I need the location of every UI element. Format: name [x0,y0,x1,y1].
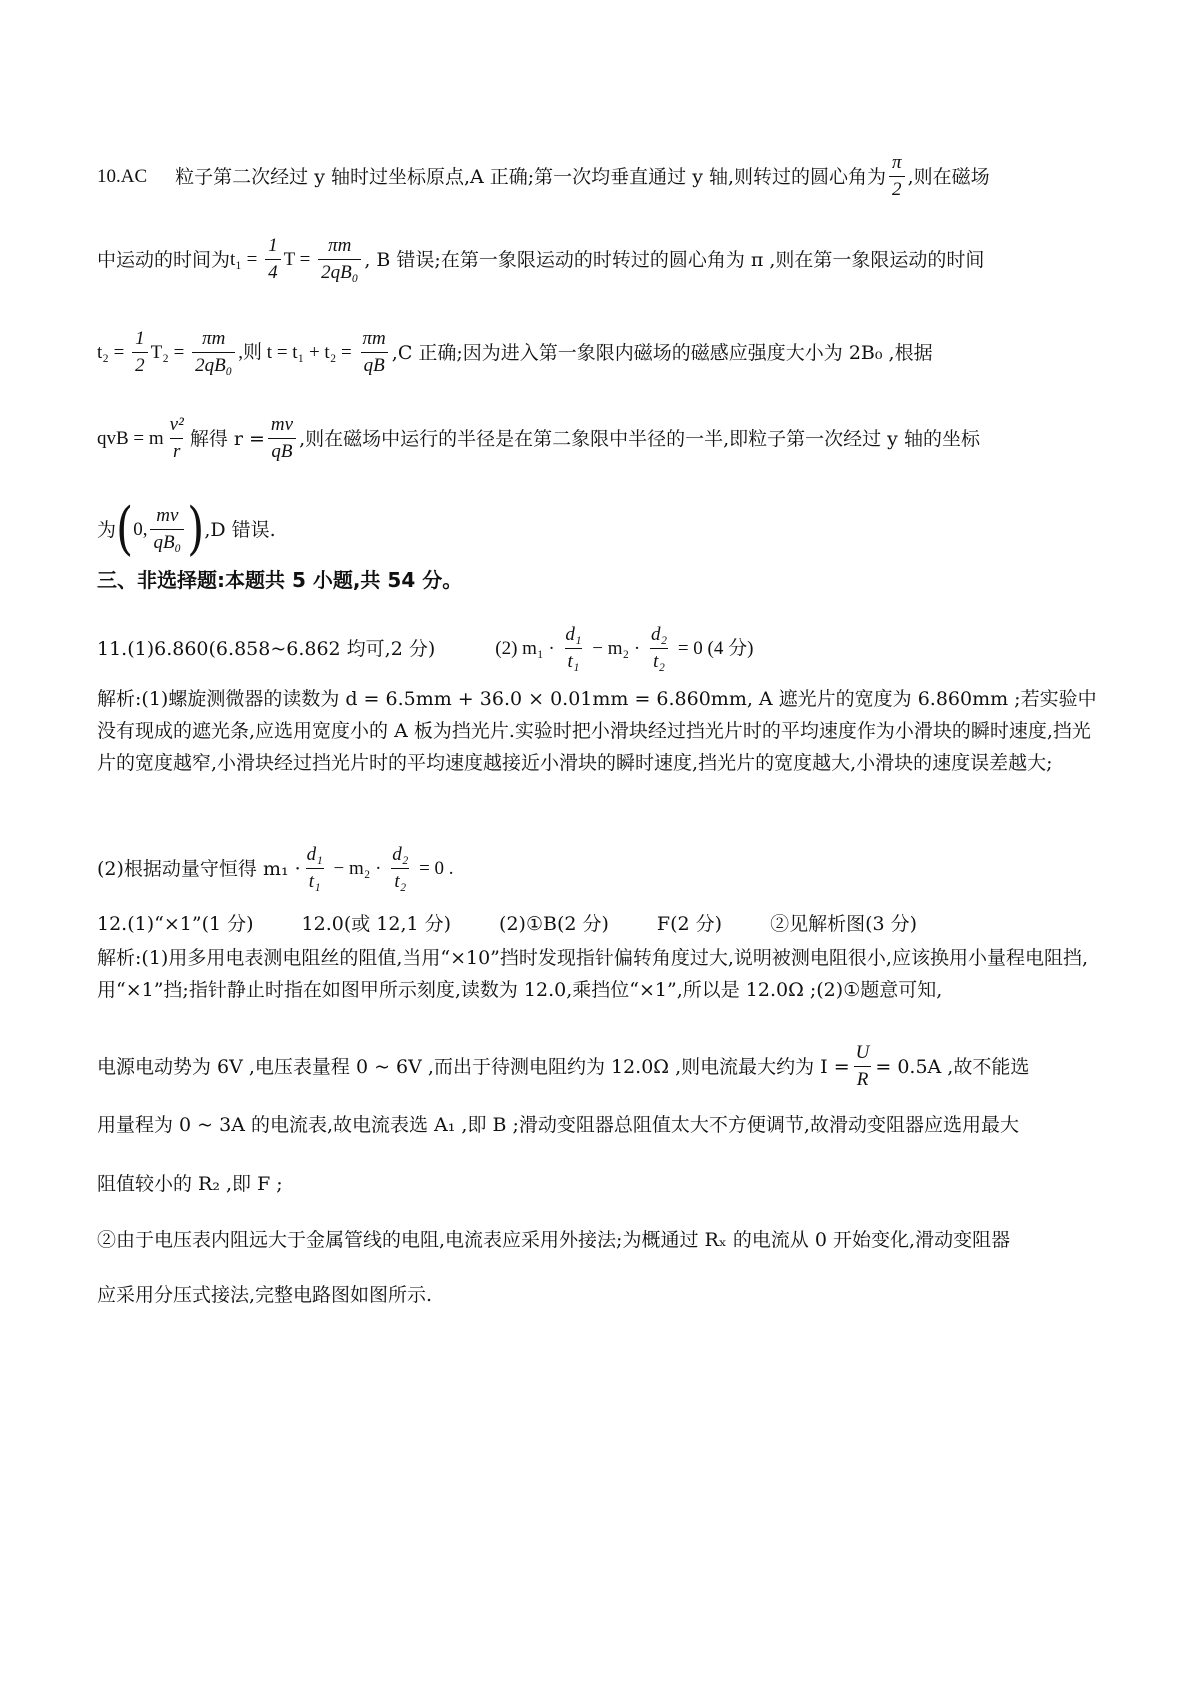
q10-text-4-mid: 解得 r = [189,427,265,450]
q10-text-3-tail: ,C 正确;因为进入第一象限内磁场的磁感应强度大小为 2B₀ ,根据 [391,341,933,364]
q12-answer-4: F(2 分) [656,913,723,935]
fraction [150,503,184,556]
q10-text-1-tail: ,则在磁场 [907,165,990,188]
q12-line-7-text: 应采用分压式接法,完整电路图如图所示. [97,1284,433,1306]
denominator: 2 [889,176,905,203]
equation: = 0 (4 分) [673,637,754,659]
fraction [562,622,584,675]
q12-line-4 [97,1113,1103,1137]
q12-analysis [97,942,1103,1006]
equation: ,则 t = t₁ + t₂ = [238,341,357,363]
q12-answer-5: ②见解析图(3 分) [770,913,918,935]
numerator: πm [362,328,386,349]
q10-line-5 [97,495,1103,562]
section-heading [97,568,1103,592]
equation: 0, [133,518,148,540]
denominator: qB₀ [150,529,184,556]
equation: − m₂ · [587,637,645,659]
section-heading-text: 三、非选择题:本题共 5 小题,共 54 分。 [97,568,463,592]
fraction [360,326,389,379]
fraction [265,233,281,286]
fraction [853,1040,873,1093]
denominator: R [854,1066,872,1093]
denominator: t₂ [391,868,409,895]
denominator: 4 [265,259,281,286]
numerator: d₁ [306,844,323,865]
q11-answer-1: 11.(1)6.860(6.858~6.862 均可,2 分) [97,637,436,660]
q10-text-2: 中运动的时间为 [97,248,231,271]
numerator: U [855,1042,870,1063]
q10-line-4 [97,412,1103,465]
denominator: qB [361,352,388,379]
denominator: 2 [132,352,148,379]
q12-answer-1: 12.(1)“×1”(1 分) [97,913,254,935]
q12-line-3-pre: 电源电动势为 6V ,电压表量程 0 ~ 6V ,而出于待测电阻约为 12.0Ω ,则电流最大约为 I = [97,1055,850,1078]
numerator: mv [156,505,179,526]
numerator: 1 [135,328,145,349]
equation: (2) m₁ · [495,637,560,659]
denominator: t₂ [650,648,668,675]
fraction [132,326,148,379]
numerator: v² [169,414,184,435]
numerator: 1 [268,235,278,256]
numerator: d₁ [565,624,582,645]
q11-answer-line [97,622,1103,675]
q12-line-3 [97,1040,1103,1093]
q10-number: 10.AC [97,165,148,187]
q12-line-5-text: 阻值较小的 R₂ ,即 F ; [97,1173,283,1195]
equation: t₁ = [230,248,263,270]
fraction [192,326,235,379]
equation: = 0 . [414,857,454,879]
numerator: mv [270,414,294,435]
fraction [648,622,670,675]
numerator: d₂ [392,844,409,865]
denominator: t₁ [306,868,324,895]
q10-text-5-tail: ,D 错误. [204,518,276,541]
fraction [167,412,187,465]
equation: − m₂ · [328,857,387,879]
q10-line-3 [97,326,1103,379]
numerator: d₂ [650,624,668,645]
denominator: qB [268,438,295,465]
denominator: 2qB₀ [192,352,235,379]
q12-line-6 [97,1228,1103,1252]
fraction [304,842,326,895]
equation: T = [283,248,316,270]
left-paren: ( [116,495,134,562]
numerator: π [892,152,902,173]
q12-answer-2: 12.0(或 12,1 分) [301,913,452,935]
q10-line-1 [97,150,1103,203]
equation: qvB = m [97,427,164,449]
right-paren: ) [187,495,205,562]
q12-analysis-text: 解析:(1)用多用电表测电阻丝的阻值,当用“×10”挡时发现指针偏转角度过大,说明被测电阻很小,应该换用小量程电阻挡,用“×1”挡;指针静止时指在如图甲所示刻度,读数为 12.0,乘挡位“×1”,所以是 12.0Ω ;(2)①题意可知, [97,947,1088,1001]
q12-line-7 [97,1283,1103,1307]
equation: T₂ = [150,341,190,363]
q12-answer-line [97,912,1103,936]
q10-text-2-tail: , B 错误;在第一象限运动的时转过的圆心角为 π ,则在第一象限运动的时间 [364,248,985,271]
equation: t₂ = [97,341,130,363]
denominator: t₁ [565,648,583,675]
q10-text-5-pre: 为 [97,518,117,541]
q12-line-4-text: 用量程为 0 ~ 3A 的电流表,故电流表选 A₁ ,即 B ;滑动变阻器总阻值太大不方便调节,故滑动变阻器应选用最大 [97,1114,1019,1136]
fraction [889,150,905,203]
q11-part2 [97,842,1103,895]
q10-text-1: 粒子第二次经过 y 轴时过坐标原点,A 正确;第一次均垂直通过 y 轴,则转过的圆心角为 [175,165,887,188]
fraction [389,842,411,895]
q11-part2-pre: (2)根据动量守恒得 m₁ · [97,857,301,880]
numerator: πm [202,328,226,349]
denominator: r [170,438,183,465]
q10-line-2 [97,233,1103,286]
q11-analysis [97,683,1103,779]
denominator: 2qB₀ [318,259,361,286]
q12-answer-3: (2)①B(2 分) [499,913,609,935]
q12-line-3-tail: = 0.5A ,故不能选 [875,1055,1030,1078]
q12-line-6-text: ②由于电压表内阻远大于金属管线的电阻,电流表应采用外接法;为概通过 Rₓ 的电流从 0 开始变化,滑动变阻器 [97,1229,1011,1251]
fraction [318,233,361,286]
q12-line-5 [97,1172,1103,1196]
numerator: πm [328,235,352,256]
q10-text-4-tail: ,则在磁场中运行的半径是在第二象限中半径的一半,即粒子第一次经过 y 轴的坐标 [299,427,980,450]
q11-analysis-text: 解析:(1)螺旋测微器的读数为 d = 6.5mm + 36.0 × 0.01mm = 6.860mm, A 遮光片的宽度为 6.860mm ;若实验中没有现成的遮光条,应选用宽度小的 A 板为挡光片.实验时把小滑块经过挡光片时的平均速度作为小滑块的瞬时速度,挡光片的宽度越窄,小滑块经过挡光片时的平均速度越接近小滑块的瞬时速度,挡光片的宽度越大,小滑块的速度误差越大; [97,688,1097,774]
fraction [268,412,296,465]
